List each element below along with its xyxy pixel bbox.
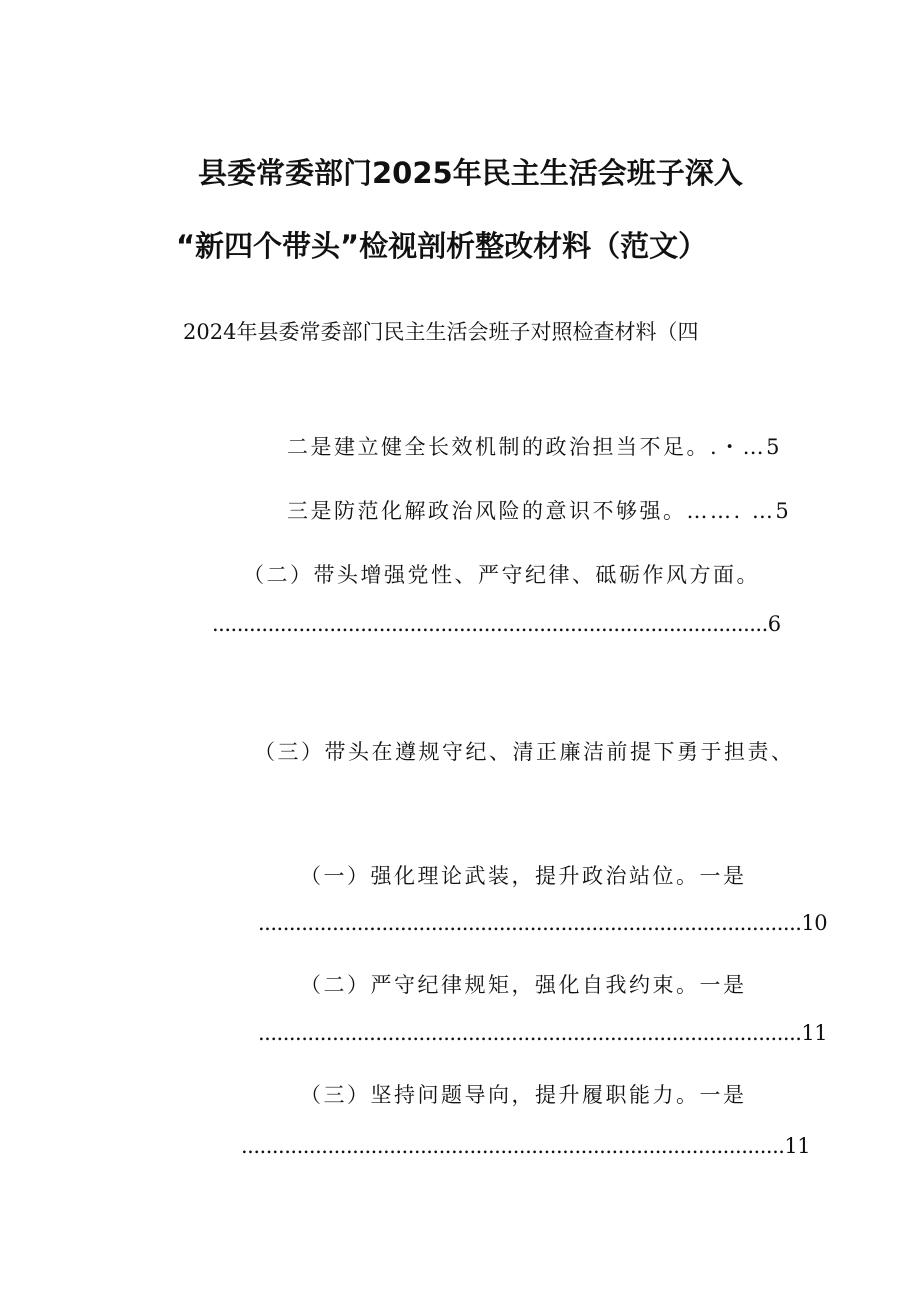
title-line-2: “新四个带头”检视剖析整改材料（范文） xyxy=(176,229,708,263)
toc-entry: （一）强化理论武装，提升政治站位。一是 xyxy=(300,864,747,888)
toc-dot-leader: ........................................................................................10 xyxy=(258,911,828,935)
toc-entry: 二是建立健全长效机制的政治担当不足。.・…5 xyxy=(287,435,783,459)
toc-dot-leader: ..........................................................................................6 xyxy=(212,612,781,636)
toc-entry: （三）坚持问题导向，提升履职能力。一是 xyxy=(300,1083,747,1107)
toc-dot-leader: ........................................................................................11 xyxy=(241,1134,811,1158)
toc-entry: 2024年县委常委部门民主生活会班子对照检查材料（四 xyxy=(183,320,699,344)
toc-entry: 三是防范化解政治风险的意识不够强。……. …5 xyxy=(287,499,792,523)
toc-dot-leader: ........................................................................................11 xyxy=(258,1021,828,1045)
toc-entry: （三）带头在遵规守纪、清正廉洁前提下勇于担责、 xyxy=(254,740,795,764)
toc-entry: （二）带头增强党性、严守纪律、砥砺作风方面。 xyxy=(243,563,760,587)
toc-entry: （二）严守纪律规矩，强化自我约束。一是 xyxy=(300,973,747,997)
title-line-1: 县委常委部门2025年民主生活会班子深入 xyxy=(198,156,743,190)
